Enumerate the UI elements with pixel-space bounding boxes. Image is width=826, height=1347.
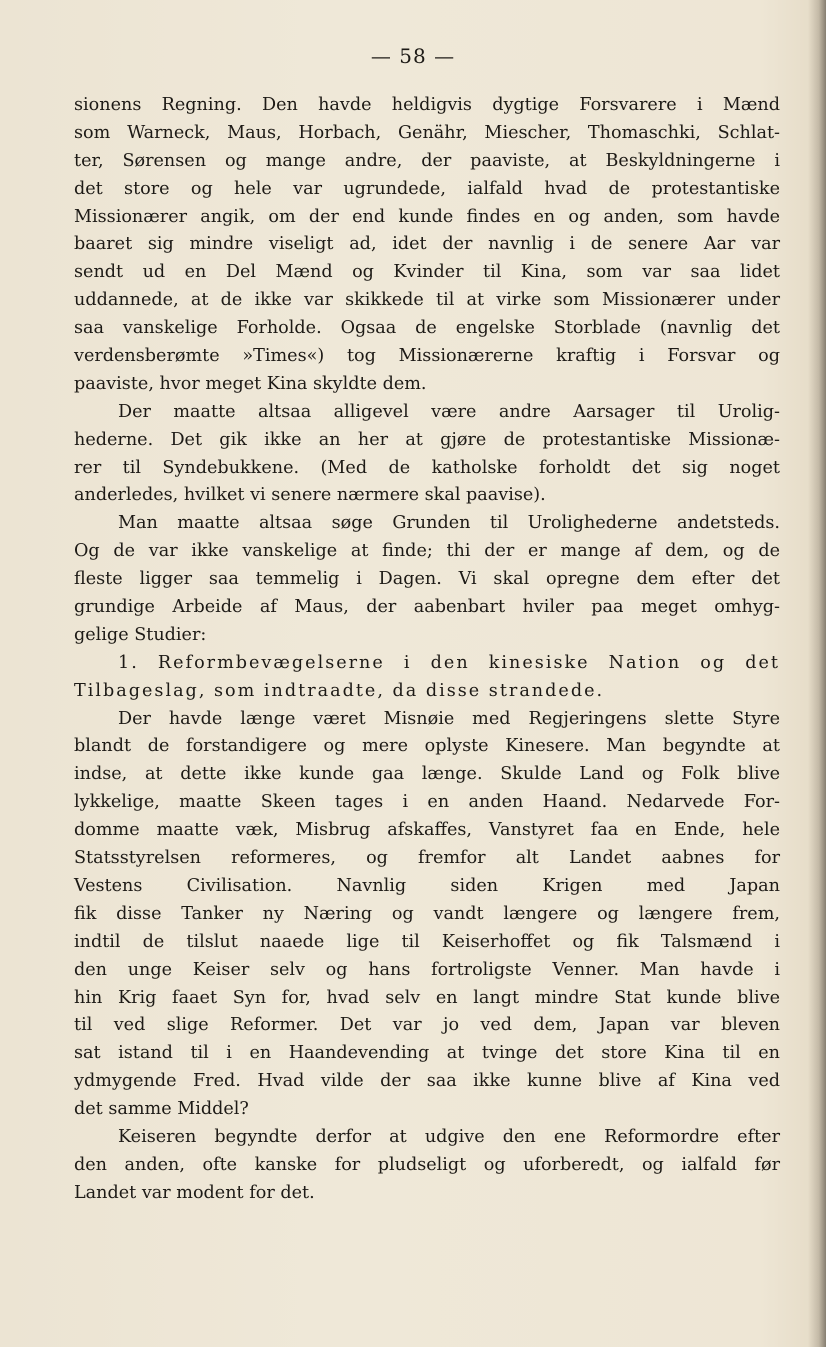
text-line: domme maatte væk, Misbrug afskaffes, Vanstyret faa en Ende, hele <box>74 820 780 841</box>
text-line: saa vanskelige Forholde. Ogsaa de engelske Storblade (navnlig det <box>74 318 780 339</box>
text-line: hin Krig faaet Syn for, hvad selv en langt mindre Stat kunde blive <box>74 987 780 1008</box>
text-line: Der maatte altsaa alligevel være andre Aarsager til Urolig- <box>118 401 780 422</box>
text-line: fleste ligger saa temmelig i Dagen. Vi skal opregne dem efter det <box>74 569 780 590</box>
text-line: sionens Regning. Den havde heldigvis dygtige Forsvarere i Mænd <box>74 95 780 115</box>
text-line: Man maatte altsaa søge Grunden til Urolighederne andetsteds. <box>118 513 780 534</box>
text-line: sat istand til i en Haandevending at tvinge det store Kina til en <box>74 1043 780 1064</box>
text-line: Og de var ikke vanskelige at finde; thi der er mange af dem, og de <box>74 541 780 562</box>
page-number: — 58 — <box>370 44 456 68</box>
text-line: fik disse Tanker ny Næring og vandt længere og længere frem, <box>74 903 780 924</box>
text-line: rer til Syndebukkene. (Med de katholske forholdt det sig noget <box>74 457 780 478</box>
text-line: gelige Studier: <box>74 624 207 645</box>
text-line: den unge Keiser selv og hans fortroligste Venner. Man havde i <box>74 959 780 980</box>
text-line: ter, Sørensen og mange andre, der paaviste, at Beskyldningerne i <box>74 150 780 171</box>
text-line: uddannede, at de ikke var skikkede til at virke som Missionærer under <box>74 290 780 311</box>
body-text <box>74 92 780 1208</box>
text-line: Der havde længe været Misnøie med Regjeringens slette Styre <box>118 708 780 729</box>
text-line: anderledes, hvilket vi senere nærmere skal paavise). <box>74 485 546 506</box>
text-line: indtil de tilslut naaede lige til Keiserhoffet og fik Talsmænd i <box>74 931 780 952</box>
text-line: baaret sig mindre viseligt ad, idet der navnlig i de senere Aar var <box>74 234 780 255</box>
text-line: blandt de forstandigere og mere oplyste Kinesere. Man begyndte at <box>74 736 780 757</box>
text-line: Landet var modent for det. <box>74 1182 315 1203</box>
text-line: paaviste, hvor meget Kina skyldte dem. <box>74 373 427 394</box>
page-bottom-margin <box>0 1230 826 1347</box>
text-line: det samme Middel? <box>74 1099 249 1120</box>
text-line: lykkelige, maatte Skeen tages i en anden Haand. Nedarvede For- <box>74 792 780 813</box>
text-line: ydmygende Fred. Hvad vilde der saa ikke kunne blive af Kina ved <box>74 1071 780 1092</box>
text-line: indse, at dette ikke kunde gaa længe. Skulde Land og Folk blive <box>74 764 780 785</box>
text-line: verdensberømte »Times«) tog Missionærerne kraftig i Forsvar og <box>74 346 780 367</box>
section-heading-line: 1. Reformbevægelserne i den kinesiske Nation og det <box>118 652 780 673</box>
text-line: sendt ud en Del Mænd og Kvinder til Kina, som var saa lidet <box>74 262 780 283</box>
text-line: hederne. Det gik ikke an her at gjøre de protestantiske Missionæ- <box>74 429 780 450</box>
text-line: til ved slige Reformer. Det var jo ved dem, Japan var bleven <box>74 1015 780 1036</box>
page-edge-shadow <box>808 0 826 1347</box>
text-line: Statsstyrelsen reformeres, og fremfor alt Landet aabnes for <box>74 848 780 869</box>
text-line: Missionærer angik, om der end kunde findes en og anden, som havde <box>74 206 780 227</box>
text-line: grundige Arbeide af Maus, der aabenbart hviler paa meget omhyg- <box>74 597 780 618</box>
text-line: Vestens Civilisation. Navnlig siden Krigen med Japan <box>74 875 780 896</box>
text-line: Keiseren begyndte derfor at udgive den ene Reformordre efter <box>118 1126 780 1147</box>
text-line: det store og hele var ugrundede, ialfald hvad de protestantiske <box>74 178 780 199</box>
text-line: som Warneck, Maus, Horbach, Genähr, Miescher, Thomaschki, Schlat- <box>74 122 780 143</box>
section-heading-line: Tilbageslag, som indtraadte, da disse strandede. <box>74 680 605 701</box>
text-line: den anden, ofte kanske for pludseligt og uforberedt, og ialfald før <box>74 1154 780 1175</box>
